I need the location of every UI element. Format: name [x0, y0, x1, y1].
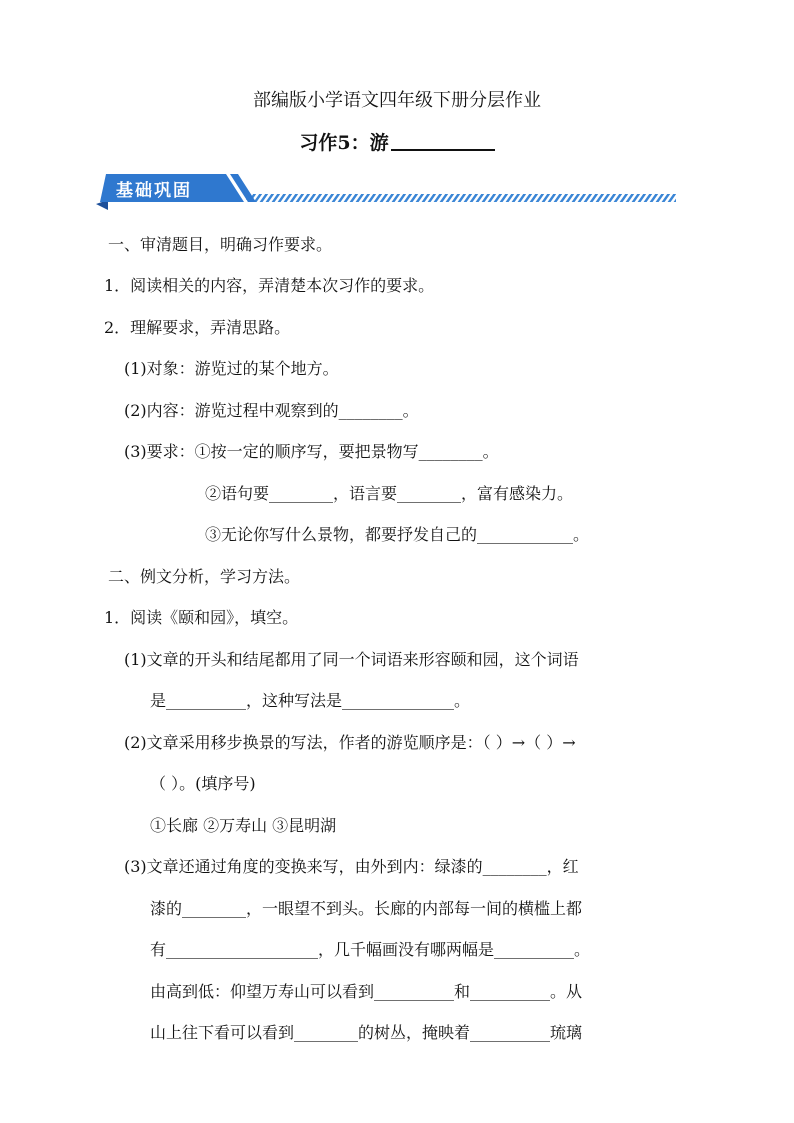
banner-stripe-band [246, 194, 676, 202]
question-3-line-5: 山上往下看可以看到________的树丛，掩映着__________琉璃 [150, 1023, 583, 1042]
item-2-2: (2)内容：游览过程中观察到的________。 [124, 401, 419, 420]
question-1-cont: 是__________，这种写法是______________。 [150, 691, 471, 710]
section-one-heading: 一、审清题目，明确习作要求。 [108, 235, 333, 254]
question-3: (3)文章还通过角度的变换来写，由外到内：绿漆的________，红 [124, 857, 579, 876]
item-1-reading: 1．阅读《颐和园》，填空。 [104, 608, 299, 627]
item-1: 1．阅读相关的内容，弄清楚本次习作的要求。 [104, 276, 435, 295]
question-2: (2)文章采用移步换景的写法，作者的游览顺序是：（ ）→（ ）→ [124, 733, 576, 752]
item-2: 2．理解要求，弄清思路。 [104, 318, 291, 337]
page-title [0, 128, 794, 155]
item-2-3: (3)要求：①按一定的顺序写，要把景物写________。 [124, 442, 499, 461]
item-2-1: (1)对象：游览过的某个地方。 [124, 359, 339, 378]
item-2-3-c: ③无论你写什么景物，都要抒发自己的____________。 [205, 525, 590, 544]
page-title-text: 习作5：游 [299, 132, 389, 154]
page-subtitle: 部编版小学语文四年级下册分层作业 [253, 90, 541, 111]
section-two-heading: 二、例文分析，学习方法。 [108, 567, 301, 586]
question-2-options: ①长廊 ②万寿山 ③昆明湖 [150, 816, 337, 835]
section-banner-label: 基础巩固 [116, 181, 192, 201]
title-blank-line [391, 131, 495, 151]
question-3-line-3: 有___________________，几千幅画没有哪两幅是__________。 [150, 940, 591, 959]
question-2-cont: （ ）。(填序号) [150, 774, 256, 793]
item-2-3-b: ②语句要________，语言要________，富有感染力。 [205, 484, 574, 503]
question-1: (1)文章的开头和结尾都用了同一个词语来形容颐和园，这个词语 [124, 650, 579, 669]
question-3-line-4: 由高到低：仰望万寿山可以看到__________和__________。从 [150, 982, 583, 1001]
question-3-line-2: 漆的________，一眼望不到头。长廊的内部每一间的横槛上都 [150, 899, 583, 918]
